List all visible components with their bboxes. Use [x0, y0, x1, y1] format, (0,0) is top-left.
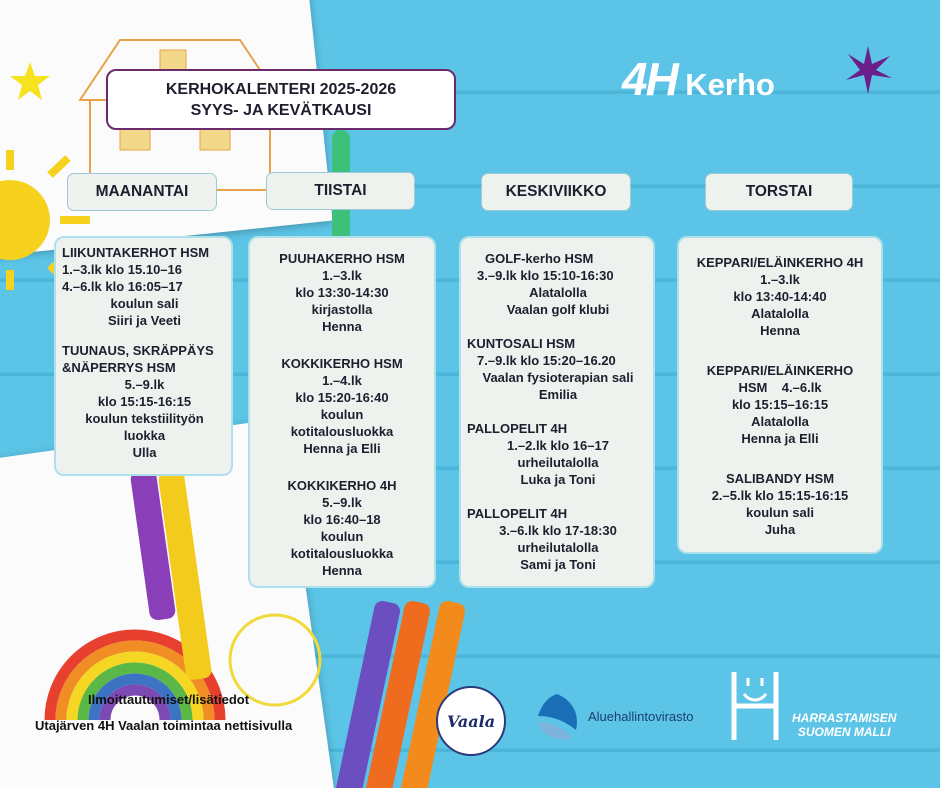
- aluehallintovirasto-text: Aluehallintovirasto: [588, 709, 694, 724]
- vaala-logo: [436, 686, 506, 756]
- club-detail: 1.–3.lk: [322, 268, 362, 283]
- club-location: urheilutalolla: [517, 540, 599, 555]
- hsm-logo-line1: HARRASTAMISEN: [792, 711, 897, 725]
- star-drawing-icon: [8, 60, 52, 104]
- harrastamisen-suomen-malli-icon: [728, 668, 784, 744]
- aluehallintovirasto-icon: [532, 692, 582, 742]
- day-header-monday: [67, 173, 217, 211]
- registration-info-text: Ilmoittautumiset/lisätiedot: [88, 692, 250, 707]
- club-detail: klo 15:15-16:15: [97, 394, 192, 409]
- club-name: KEPPARI/ELÄINKERHO: [706, 363, 854, 378]
- club-detail: klo 13:40-14:40: [733, 289, 827, 304]
- club-location: Alatalolla: [751, 306, 809, 321]
- club-entry: [467, 250, 649, 318]
- 4h-kerho-logo: [622, 52, 775, 106]
- club-detail: klo 15:20-16:40: [295, 390, 389, 405]
- club-name: PALLOPELIT 4H: [467, 506, 568, 521]
- club-detail: 4.–6.lk klo 16:05–17: [62, 279, 183, 294]
- day-header-thursday: [705, 173, 853, 211]
- club-entry: [467, 420, 649, 488]
- club-entry: [254, 355, 430, 457]
- club-name: KOKKIKERHO 4H: [287, 478, 397, 493]
- club-detail: HSM 4.–6.lk: [738, 380, 822, 395]
- club-location: Vaalan golf klubi: [506, 302, 610, 317]
- club-name: KOKKIKERHO HSM: [281, 356, 403, 371]
- club-location: koulun tekstiilityön: [85, 411, 204, 426]
- club-name: PUUHAKERHO HSM: [279, 251, 405, 266]
- club-detail: 1.–3.lk: [760, 272, 800, 287]
- club-name: KUNTOSALI HSM: [467, 336, 576, 351]
- club-entry: [254, 477, 430, 579]
- club-instructor: Siiri ja Veeti: [108, 313, 181, 328]
- day-label: TIISTAI: [314, 182, 367, 199]
- club-location: koulun: [320, 529, 364, 544]
- website-info-text: Utajärven 4H Vaalan toimintaa nettisivulla: [35, 718, 293, 733]
- schedule-column-wednesday: [459, 236, 655, 588]
- club-instructor: Juha: [764, 522, 796, 537]
- club-instructor: Henna: [322, 319, 362, 334]
- schedule-column-monday: [54, 236, 233, 476]
- sparkle-star-icon: [842, 44, 894, 96]
- club-location: kirjastolla: [311, 302, 373, 317]
- club-instructor: Henna ja Elli: [741, 431, 819, 446]
- club-detail: klo 15:15–16:15: [731, 397, 829, 412]
- club-detail: 1.–4.lk: [322, 373, 362, 388]
- club-name: PALLOPELIT 4H: [467, 421, 568, 436]
- club-instructor: Luka ja Toni: [520, 472, 596, 487]
- club-entry: [683, 254, 877, 339]
- hsm-logo-text: [792, 711, 896, 739]
- club-location: Alatalolla: [529, 285, 587, 300]
- club-detail: 5.–9.lk: [322, 495, 362, 510]
- club-name: TUUNAUS, SKRÄPPÄYS: [62, 343, 214, 358]
- club-entry: [62, 342, 227, 461]
- logo-4h-text: 4H: [622, 53, 677, 105]
- club-detail: klo 16:40–18: [303, 512, 381, 527]
- club-detail: 1.–2.lk klo 16–17: [507, 438, 609, 453]
- day-label: MAANANTAI: [95, 183, 189, 200]
- club-entry: [62, 244, 227, 329]
- club-entry: [467, 335, 649, 403]
- club-location: koulun sali: [746, 505, 814, 520]
- sun-outline-drawing-icon: [200, 585, 350, 735]
- club-entry: [467, 505, 649, 573]
- club-location: koulun sali: [110, 296, 179, 311]
- club-location: Vaalan fysioterapian sali: [482, 370, 634, 385]
- club-location: urheilutalolla: [517, 455, 599, 470]
- day-header-wednesday: [481, 173, 631, 211]
- calendar-title: KERHOKALENTERI 2025-2026: [165, 81, 397, 98]
- schedule-column-thursday: [677, 236, 883, 554]
- club-instructor: Ulla: [132, 445, 157, 460]
- club-name: LIIKUNTAKERHOT HSM: [62, 245, 210, 260]
- day-label: TORSTAI: [745, 183, 813, 200]
- club-name: &NÄPERRYS HSM: [62, 360, 176, 375]
- club-detail: 2.–5.lk klo 15:15-16:15: [711, 488, 849, 503]
- calendar-title-box: [106, 69, 456, 130]
- club-location: kotitalousluokka: [290, 424, 394, 439]
- day-label: KESKIVIIKKO: [505, 183, 607, 200]
- club-location: kotitalousluokka: [290, 546, 394, 561]
- vaala-logo-text: Vaala: [446, 711, 496, 731]
- club-instructor: Emilia: [538, 387, 578, 402]
- club-name: GOLF-kerho HSM: [485, 251, 594, 266]
- club-location: luokka: [123, 428, 166, 443]
- day-header-tuesday: [266, 172, 415, 210]
- club-location: koulun: [320, 407, 364, 422]
- calendar-subtitle: SYYS- JA KEVÄTKAUSI: [190, 102, 372, 119]
- club-instructor: Sami ja Toni: [520, 557, 596, 572]
- club-detail: 1.–3.lk klo 15.10–16: [62, 262, 182, 277]
- club-location: Alatalolla: [751, 414, 809, 429]
- club-instructor: Henna ja Elli: [303, 441, 381, 456]
- club-detail: 7.–9.lk klo 15:20–16.20: [477, 353, 616, 368]
- club-detail: klo 13:30-14:30: [295, 285, 389, 300]
- club-name: SALIBANDY HSM: [725, 471, 835, 486]
- club-detail: 3.–9.lk klo 15:10-16:30: [477, 268, 614, 283]
- club-instructor: Henna: [760, 323, 800, 338]
- logo-kerho-text: Kerho: [685, 67, 775, 102]
- club-entry: [683, 470, 877, 538]
- hsm-logo-line2: SUOMEN MALLI: [797, 725, 891, 739]
- club-entry: [254, 250, 430, 335]
- schedule-column-tuesday: [248, 236, 436, 588]
- club-instructor: Henna: [322, 563, 362, 578]
- club-name: KEPPARI/ELÄINKERHO 4H: [696, 255, 864, 270]
- club-detail: 3.–6.lk klo 17-18:30: [499, 523, 617, 538]
- club-entry: [683, 362, 877, 447]
- club-detail: 5.–9.lk: [124, 377, 165, 392]
